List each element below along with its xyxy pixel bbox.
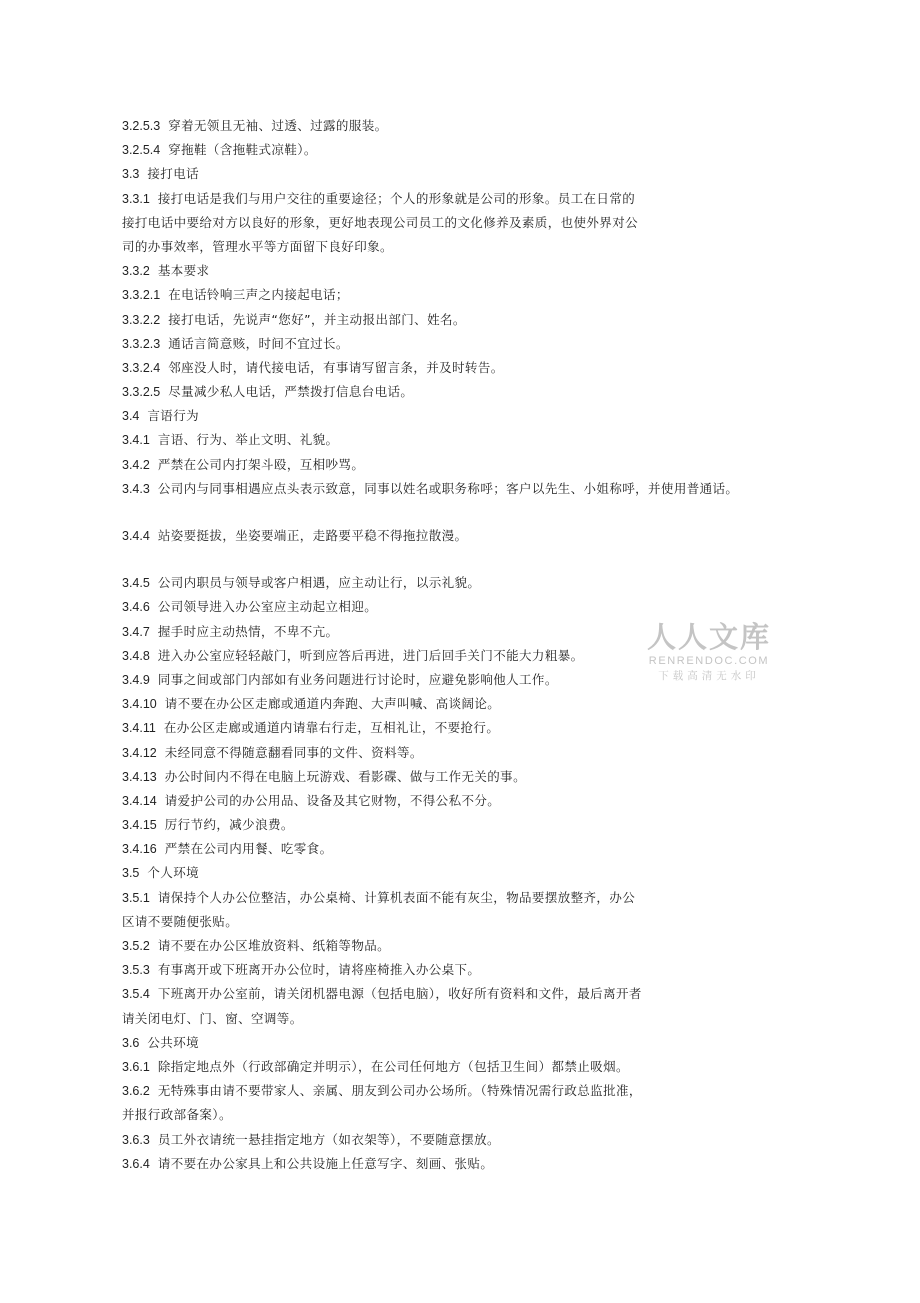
watermark-title: 人人文库 (646, 620, 771, 654)
text-line (122, 404, 802, 428)
line-text: 在电话铃响三声之内接起电话； (168, 287, 349, 303)
text-line (122, 380, 802, 404)
line-text: 公司领导进入办公室应主动起立相迎。 (157, 599, 378, 615)
text-line (122, 259, 802, 283)
line-text: 言语行为 (147, 408, 199, 424)
text-line (122, 886, 802, 910)
line-text: 握手时应主动热情，不卑不亢。 (157, 623, 339, 639)
line-text: 未经同意不得随意翻看同事的文件、资料等。 (164, 744, 423, 760)
text-line (122, 765, 802, 789)
text-line (122, 595, 802, 619)
section-number: 3.5 (122, 866, 140, 881)
line-text: 区请不要随便张贴。 (122, 913, 239, 929)
text-line (122, 524, 802, 548)
text-line (122, 114, 802, 138)
text-line (122, 453, 802, 477)
line-text: 穿拖鞋（含拖鞋式凉鞋）。 (168, 142, 317, 158)
line-text: 严禁在公司内打架斗殴，互相吵骂。 (157, 456, 365, 472)
section-number: 3.5.2 (122, 939, 150, 953)
text-line (122, 982, 802, 1006)
line-text: 尽量减少私人电话，严禁拨打信息台电话。 (168, 384, 414, 400)
paragraph-gap (122, 501, 802, 524)
line-text: 除指定地点外（行政部确定并明示），在公司任何地方（包括卫生间）都禁止吸烟。 (157, 1058, 629, 1074)
text-line (122, 910, 802, 934)
text-line (122, 332, 802, 356)
section-number: 3.6.2 (122, 1084, 150, 1099)
line-text: 言语、行为、举止文明、礼貌。 (157, 432, 339, 448)
text-line (122, 477, 802, 501)
section-number: 3.4.6 (122, 600, 150, 615)
line-text: 接打电话，先说声“您好”，并主动报出部门、姓名。 (168, 311, 466, 327)
line-text: 有事离开或下班离开办公位时，请将座椅推入办公桌下。 (157, 962, 481, 978)
text-line (122, 1031, 802, 1055)
line-text: 办公时间内不得在电脑上玩游戏、看影碟、做与工作无关的事。 (164, 768, 526, 784)
line-text: 接打电话是我们与用户交往的重要途径；个人的形象就是公司的形象。员工在日常的 (157, 190, 636, 206)
line-text: 进入办公室应轻轻敲门，听到应答后再进，进门后回手关门不能大力粗暴。 (157, 647, 584, 663)
line-text: 严禁在公司内用餐、吃零食。 (164, 841, 333, 857)
section-number: 3.3.2.4 (122, 360, 161, 375)
line-text: 厉行节约，减少浪费。 (164, 817, 294, 833)
line-text: 邻座没人时，请代接电话，有事请写留言条，并及时转告。 (168, 359, 504, 375)
section-number: 3.6.4 (122, 1156, 150, 1171)
text-line (122, 813, 802, 837)
text-line (122, 837, 802, 861)
line-text: 公司内与同事相遇应点头表示致意，同事以姓名或职务称呼；客户以先生、小姐称呼，并使用普通话。 (157, 480, 739, 496)
section-number: 3.4.9 (122, 672, 150, 687)
section-number: 3.4.8 (122, 648, 150, 663)
line-text: 站姿要挺拔，坐姿要端正，走路要平稳不得拖拉散漫。 (157, 528, 468, 543)
text-line (122, 356, 802, 380)
text-line (122, 1055, 802, 1079)
section-number: 3.2.5.3 (122, 119, 161, 133)
section-number: 3.4.3 (122, 481, 150, 496)
line-text: 同事之间或部门内部如有业务问题进行讨论时，应避免影响他人工作。 (157, 671, 558, 687)
text-line (122, 1128, 802, 1152)
line-text: 下班离开办公室前，请关闭机器电源（包括电脑），收好所有资料和文件，最后离开者 (157, 986, 642, 1002)
section-number: 3.4.12 (122, 745, 157, 760)
line-text: 无特殊事由请不要带家人、亲属、朋友到公司办公场所。（特殊情况需行政总监批准， (157, 1083, 642, 1099)
text-line (122, 716, 802, 740)
section-number: 3.4.5 (122, 576, 150, 591)
text-line (122, 789, 802, 813)
section-number: 3.5.4 (122, 987, 150, 1002)
section-number: 3.3.2.3 (122, 336, 161, 351)
text-line (122, 283, 802, 307)
section-number: 3.4.10 (122, 697, 157, 712)
line-text: 接打电话 (147, 166, 199, 182)
section-number: 3.5.1 (122, 890, 150, 905)
line-text: 请爱护公司的办公用品、设备及其它财物，不得公私不分。 (164, 792, 501, 808)
text-line (122, 571, 802, 595)
watermark-subtitle: 下载高清无水印 (658, 670, 760, 682)
section-number: 3.4.14 (122, 793, 157, 808)
line-text: 请关闭电灯、门、窗、空调等。 (122, 1010, 303, 1026)
line-text: 公共环境 (147, 1034, 199, 1050)
section-number: 3.3.2.5 (122, 385, 161, 400)
section-number: 3.3.2 (122, 264, 150, 279)
section-number: 3.5.3 (122, 963, 150, 978)
text-line (122, 428, 802, 452)
watermark (646, 620, 772, 684)
text-line (122, 211, 802, 235)
line-text: 请不要在办公区堆放资料、纸箱等物品。 (157, 938, 391, 953)
section-number: 3.4.11 (122, 721, 156, 736)
line-text: 请不要在办公区走廊或通道内奔跑、大声叫喊、高谈阔论。 (164, 696, 501, 712)
section-number: 3.4.15 (122, 818, 157, 833)
section-number: 3.4.7 (122, 624, 150, 639)
line-text: 请不要在办公家具上和公共设施上任意写字、刻画、张贴。 (157, 1155, 494, 1171)
line-text: 司的办事效率，管理水平等方面留下良好印象。 (122, 238, 393, 254)
text-line (122, 235, 802, 259)
text-line (122, 187, 802, 211)
line-text: 公司内职员与领导或客户相遇，应主动让行，以示礼貌。 (157, 575, 481, 591)
text-line (122, 692, 802, 716)
text-line (122, 1103, 802, 1127)
section-number: 3.3 (122, 167, 140, 182)
section-number: 3.4.16 (122, 842, 157, 857)
line-text: 基本要求 (157, 263, 210, 279)
text-line (122, 308, 802, 332)
text-line (122, 934, 802, 958)
section-number: 3.4.1 (122, 433, 150, 448)
text-line (122, 958, 802, 982)
text-line (122, 162, 802, 186)
text-line (122, 741, 802, 765)
line-text: 接打电话中要给对方以良好的形象，更好地表现公司员工的文化修养及素质，也使外界对公 (122, 214, 639, 230)
section-number: 3.2.5.4 (122, 143, 161, 158)
text-line (122, 138, 802, 162)
section-number: 3.3.2.1 (122, 288, 161, 303)
watermark-domain: RENRENDOC.COM (648, 655, 770, 667)
text-line (122, 861, 802, 885)
section-number: 3.4 (122, 409, 140, 424)
line-text: 通话言简意赅，时间不宜过长。 (168, 335, 349, 351)
line-text: 并报行政部备案）。 (122, 1107, 232, 1123)
section-number: 3.3.1 (122, 191, 150, 206)
line-text: 请保持个人办公位整洁，办公桌椅、计算机表面不能有灰尘，物品要摆放整齐，办公 (157, 889, 636, 905)
section-number: 3.6 (122, 1035, 140, 1050)
section-number: 3.6.1 (122, 1059, 150, 1074)
line-text: 在办公区走廊或通道内请靠右行走，互相礼让，不要抢行。 (163, 720, 500, 736)
section-number: 3.4.2 (122, 457, 150, 472)
paragraph-gap (122, 548, 802, 571)
text-line (122, 1079, 802, 1103)
line-text: 穿着无领且无袖、过透、过露的服装。 (168, 118, 388, 133)
section-number: 3.4.4 (122, 529, 150, 543)
line-text: 员工外衣请统一悬挂指定地方（如衣架等），不要随意摆放。 (157, 1131, 500, 1147)
text-line (122, 1152, 802, 1176)
text-line (122, 1007, 802, 1031)
section-number: 3.6.3 (122, 1132, 150, 1147)
section-number: 3.4.13 (122, 769, 157, 784)
line-text: 个人环境 (147, 865, 199, 881)
section-number: 3.3.2.2 (122, 312, 161, 327)
